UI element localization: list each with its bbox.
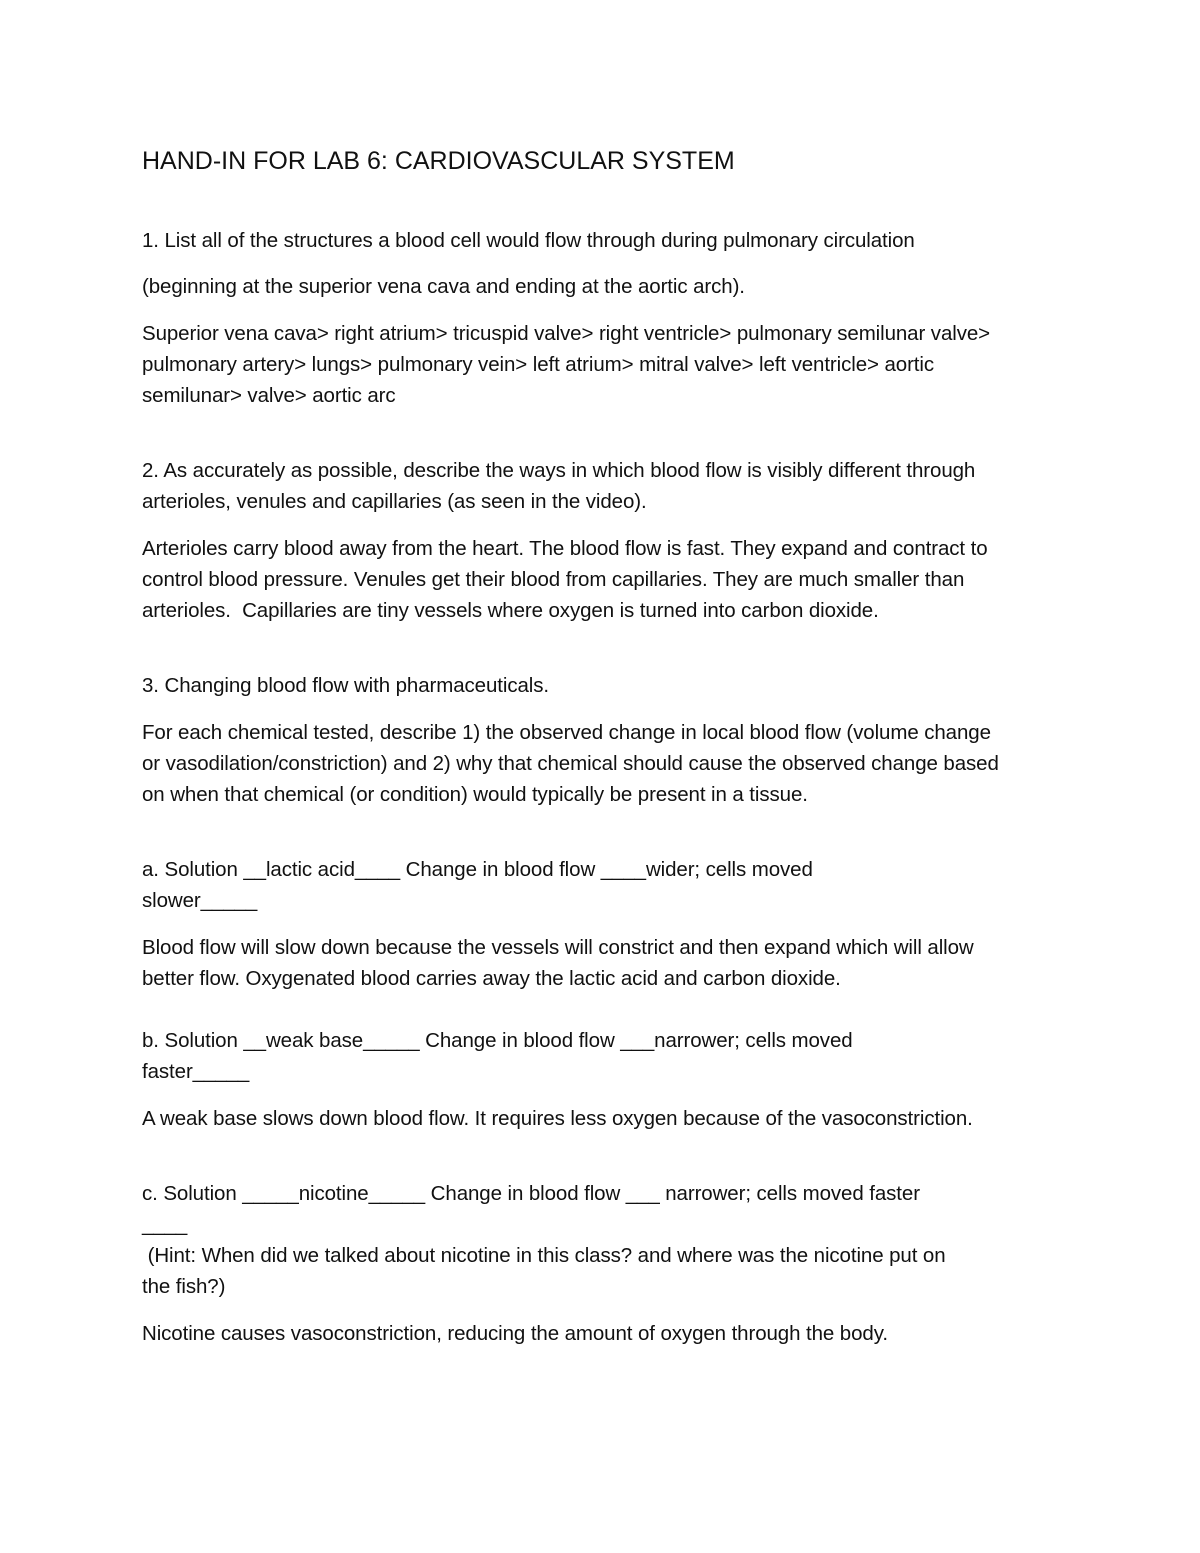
answer-2-line-3: arterioles. Capillaries are tiny vessels where oxygen is turned into carbon dioxide.	[142, 599, 879, 622]
page-title: HAND-IN FOR LAB 6: CARDIOVASCULAR SYSTEM	[142, 147, 735, 175]
part-a-line-2: slower_____	[142, 889, 258, 912]
part-c-hint-line-1: (Hint: When did we talked about nicotine in this class? and where was the nicotine put on	[142, 1244, 946, 1267]
answer-2-line-2: control blood pressure. Venules get their blood from capillaries. They are much smaller than	[142, 568, 965, 591]
answer-2-line-1: Arterioles carry blood away from the heart. The blood flow is fast. They expand and contract to	[142, 537, 988, 560]
question-3-instructions-line-3: on when that chemical (or condition) would typically be present in a tissue.	[142, 783, 808, 806]
answer-1-line-1: Superior vena cava> right atrium> tricuspid valve> right ventricle> pulmonary semilunar valve>	[142, 322, 991, 345]
part-b-line-1: b. Solution __weak base_____ Change in blood flow ___narrower; cells moved	[142, 1029, 853, 1052]
part-b-line-2: faster_____	[142, 1060, 250, 1083]
question-1-line-2: (beginning at the superior vena cava and ending at the aortic arch).	[142, 275, 745, 298]
part-a-answer-line-1: Blood flow will slow down because the vessels will constrict and then expand which will allow	[142, 936, 974, 959]
part-a-line-1: a. Solution __lactic acid____ Change in blood flow ____wider; cells moved	[142, 858, 813, 881]
question-1-line-1: 1. List all of the structures a blood cell would flow through during pulmonary circulation	[142, 229, 915, 252]
part-b-answer-line-1: A weak base slows down blood flow. It requires less oxygen because of the vasoconstriction.	[142, 1107, 973, 1130]
question-3-heading: 3. Changing blood flow with pharmaceuticals.	[142, 674, 549, 697]
part-c-answer-line-1: Nicotine causes vasoconstriction, reducing the amount of oxygen through the body.	[142, 1322, 888, 1345]
part-a-answer-line-2: better flow. Oxygenated blood carries away the lactic acid and carbon dioxide.	[142, 967, 841, 990]
part-c-line-2: ____	[142, 1213, 188, 1236]
question-2-line-2: arterioles, venules and capillaries (as seen in the video).	[142, 490, 647, 513]
question-3-instructions-line-1: For each chemical tested, describe 1) the observed change in local blood flow (volume change	[142, 721, 991, 744]
question-2-line-1: 2. As accurately as possible, describe the ways in which blood flow is visibly different through	[142, 459, 976, 482]
question-3-instructions-line-2: or vasodilation/constriction) and 2) why that chemical should cause the observed change based	[142, 752, 999, 775]
part-c-line-1: c. Solution _____nicotine_____ Change in blood flow ___ narrower; cells moved faster	[142, 1182, 920, 1205]
answer-1-line-2: pulmonary artery> lungs> pulmonary vein> left atrium> mitral valve> left ventricle> aortic	[142, 353, 935, 376]
answer-1-line-3: semilunar> valve> aortic arc	[142, 384, 396, 407]
part-c-hint-line-2: the fish?)	[142, 1275, 226, 1298]
